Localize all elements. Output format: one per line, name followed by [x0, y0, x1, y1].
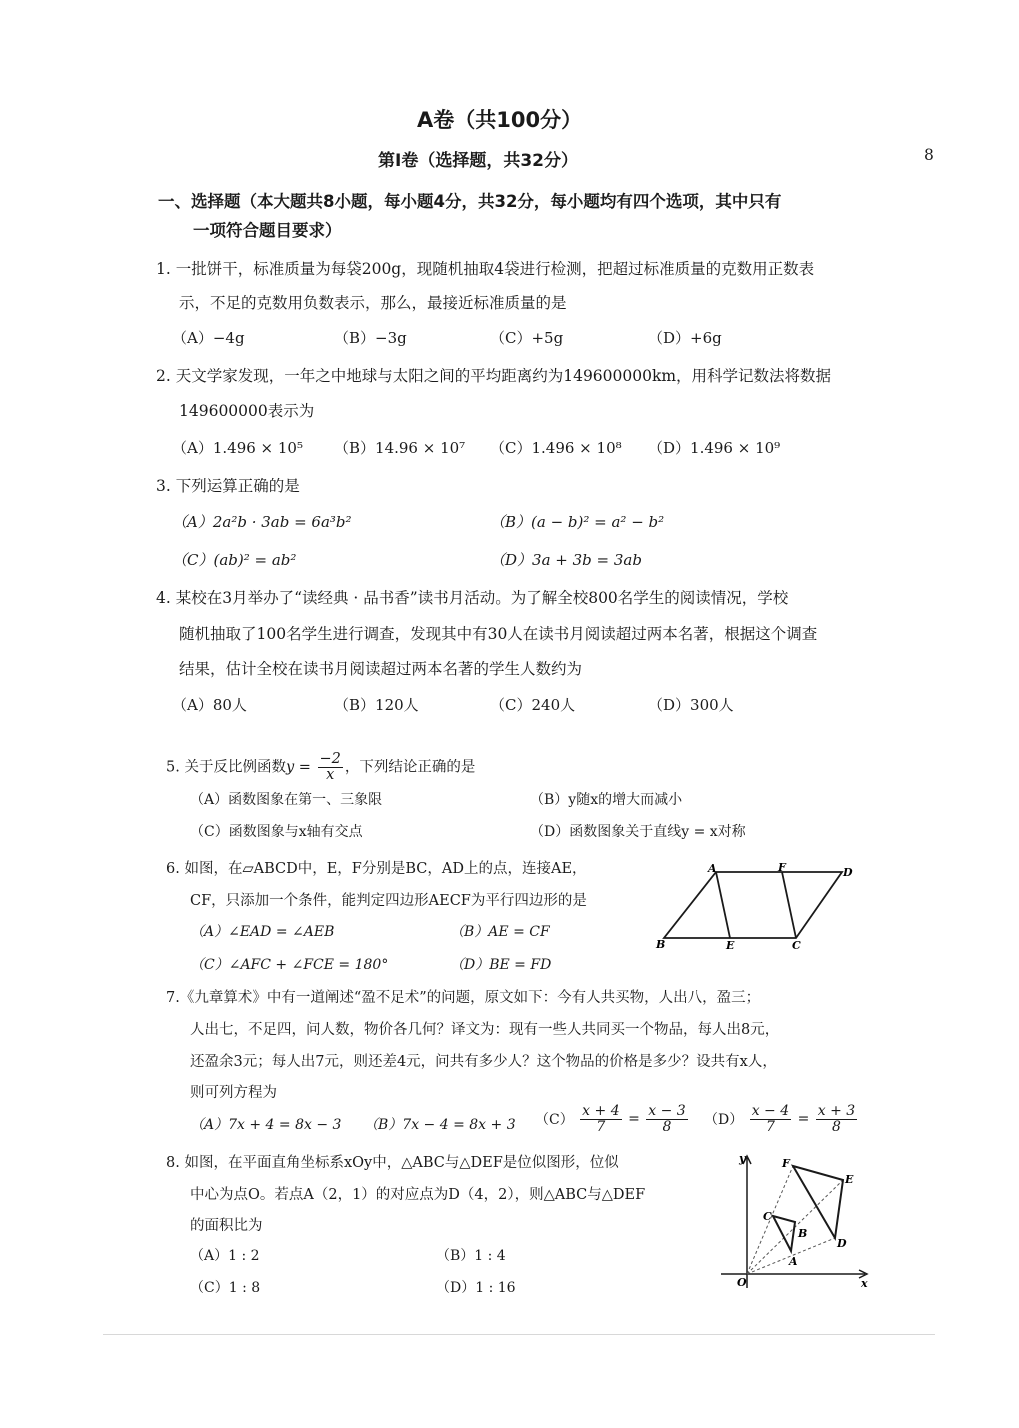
label-c: C — [792, 939, 801, 952]
label-e: E — [726, 939, 735, 952]
question-5-denominator: x — [326, 767, 335, 784]
question-7-d-denominator-right: 8 — [832, 1118, 841, 1135]
question-2-option-d: （D）1.496 × 10⁹ — [648, 439, 781, 457]
question-6-option-c: （C）∠AFC + ∠FCE = 180° — [190, 957, 389, 973]
segment-cf — [782, 872, 796, 938]
question-7-c-fraction-right — [646, 1104, 687, 1134]
question-7-d-denominator-left: 7 — [765, 1118, 775, 1135]
question-2-option-a: （A）1.496 × 10⁵ — [172, 439, 303, 457]
question-7-d-equals: = — [797, 1111, 810, 1128]
question-7-option-c-label: （C） — [535, 1112, 574, 1129]
question-5-option-d: （D）函数图象关于直线y = x对称 — [530, 824, 746, 840]
question-1-option-d: （D）+6g — [648, 329, 722, 347]
question-4-line1: 4. 某校在3月举办了“读经典 · 品书香”读书月活动。为了解全校800名学生的阅读情况，学校 — [156, 589, 789, 607]
question-7-d-fraction-right — [816, 1104, 857, 1134]
question-1-option-a: （A）−4g — [172, 329, 245, 347]
question-7-line2: 人出七，不足四，问人数，物价各几何？译文为：现有一些人共同买一个物品，每人出8元， — [190, 1022, 780, 1038]
question-5-numerator: −2 — [319, 751, 341, 767]
question-6-line2: CF，只添加一个条件，能判定四边形AECF为平行四边形的是 — [190, 893, 587, 909]
label-x: x — [861, 1277, 868, 1290]
section-heading-line1: 一、选择题（本大题共8小题，每小题4分，共32分，每小题均有四个选项，其中只有 — [158, 192, 782, 211]
question-4-option-c: （C）240人 — [490, 696, 576, 714]
label-o: O — [737, 1276, 747, 1289]
question-7-c-equals: = — [628, 1111, 640, 1128]
question-5-post: ，下列结论正确的是 — [344, 759, 476, 776]
question-7-option-c — [535, 1104, 690, 1134]
page-number: 8 — [924, 146, 934, 164]
question-4-option-b: （B）120人 — [334, 696, 419, 714]
question-7-c-denominator-left: 7 — [596, 1118, 606, 1135]
label-y: y — [739, 1152, 746, 1165]
question-4-option-a: （A）80人 — [172, 696, 247, 714]
label-c: C — [763, 1210, 772, 1223]
question-8-option-d: （D）1 : 16 — [436, 1280, 516, 1296]
question-7-c-denominator-right: 8 — [662, 1118, 672, 1135]
label-b: B — [798, 1227, 808, 1240]
paper-title: A卷（共100分） — [417, 108, 583, 132]
question-5-option-a: （A）函数图象在第一、三象限 — [190, 792, 383, 808]
question-7-d-fraction-left — [750, 1104, 791, 1134]
question-6-option-a: （A）∠EAD = ∠AEB — [190, 924, 335, 940]
question-7-c-numerator-left: x + 4 — [582, 1103, 620, 1119]
question-8-line3: 的面积比为 — [190, 1218, 263, 1234]
question-1-line1: 1. 一批饼干，标准质量为每袋200g，现随机抽取4袋进行检测，把超过标准质量的克数用正数表 — [156, 260, 815, 278]
label-e: E — [845, 1173, 854, 1186]
label-f: F — [782, 1157, 790, 1170]
question-3-option-a: （A）2a²b · 3ab = 6a³b² — [172, 513, 352, 531]
question-6-option-b: （B）AE = CF — [450, 924, 550, 940]
question-3-option-d: （D）3a + 3b = 3ab — [490, 551, 642, 569]
question-6-line1: 6. 如图，在▱ABCD中，E，F分别是BC，AD上的点，连接AE， — [166, 861, 587, 877]
parallelogram-abcd — [664, 872, 842, 938]
question-5-pre: 5. 关于反比例函数 — [166, 759, 286, 776]
question-8-line2: 中心为点O。若点A（2，1）的对应点为D（4，2），则△ABC与△DEF — [190, 1187, 646, 1203]
question-3-line1: 3. 下列运算正确的是 — [156, 477, 300, 495]
question-5-option-c: （C）函数图象与x轴有交点 — [190, 824, 363, 840]
question-5-y: y = — [285, 759, 311, 776]
question-4-line3: 结果，估计全校在读书月阅读超过两本名著的学生人数约为 — [179, 660, 583, 678]
question-2-option-b: （B）14.96 × 10⁷ — [334, 439, 466, 457]
question-2-line2: 149600000表示为 — [179, 402, 315, 420]
question-7-option-b: （B）7x − 4 = 8x + 3 — [364, 1117, 516, 1133]
question-8-line1: 8. 如图，在平面直角坐标系xOy中，△ABC与△DEF是位似图形，位似 — [166, 1155, 619, 1171]
question-7-option-a: （A）7x + 4 = 8x − 3 — [190, 1117, 342, 1133]
question-4-option-d: （D）300人 — [648, 696, 734, 714]
question-8-option-a: （A）1 : 2 — [190, 1248, 260, 1264]
question-7-line3: 还盈余3元；每人出7元，则还差4元，问共有多少人？这个物品的价格是多少？设共有x人， — [190, 1054, 777, 1070]
label-d: D — [837, 1237, 847, 1250]
question-2-line1: 2. 天文学家发现，一年之中地球与太阳之间的平均距离约为149600000km，用科学记数法将数据 — [156, 367, 832, 385]
question-7-d-numerator-left: x − 4 — [751, 1103, 790, 1119]
question-5-stem — [166, 752, 475, 783]
label-d: D — [843, 866, 853, 879]
question-1-line2: 示，不足的克数用负数表示，那么，最接近标准质量的是 — [179, 294, 567, 312]
coordinate-figure — [715, 1148, 880, 1294]
question-5-option-b: （B）y随x的增大而减小 — [530, 792, 683, 808]
question-7-line1: 7.《九章算术》中有一道阐述“盈不足术”的问题，原文如下：今有人共买物，人出八，盈三； — [166, 990, 761, 1006]
label-f: F — [778, 861, 786, 874]
question-2-option-c: （C）1.496 × 10⁸ — [490, 439, 622, 457]
question-7-c-numerator-right: x − 3 — [648, 1103, 686, 1119]
question-3-option-b: （B）(a − b)² = a² − b² — [490, 513, 665, 531]
question-1-option-c: （C）+5g — [490, 329, 564, 347]
question-7-option-d — [704, 1104, 859, 1134]
bottom-divider — [103, 1334, 935, 1335]
question-1-option-b: （B）−3g — [334, 329, 407, 347]
question-4-line2: 随机抽取了100名学生进行调查，发现其中有30人在读书月阅读超过两本名著，根据这个调查 — [179, 625, 818, 643]
question-3-option-c: （C）(ab)² = ab² — [172, 551, 297, 569]
parallelogram-figure — [650, 860, 860, 955]
question-5-fraction — [318, 752, 343, 783]
question-7-line4: 则可列方程为 — [190, 1085, 277, 1101]
question-7-d-numerator-right: x + 3 — [817, 1103, 856, 1119]
section-heading-line2: 一项符合题目要求） — [193, 221, 342, 240]
part-title: 第Ⅰ卷（选择题，共32分） — [378, 151, 578, 171]
question-6-option-d: （D）BE = FD — [450, 957, 552, 973]
segment-ae — [716, 872, 730, 938]
label-a: A — [789, 1255, 798, 1268]
label-b: B — [656, 938, 666, 951]
question-8-option-b: （B）1 : 4 — [436, 1248, 506, 1264]
question-8-option-c: （C）1 : 8 — [190, 1280, 261, 1296]
question-7-option-d-label: （D） — [704, 1112, 744, 1129]
label-a: A — [708, 862, 717, 875]
question-7-c-fraction-left — [580, 1104, 621, 1134]
